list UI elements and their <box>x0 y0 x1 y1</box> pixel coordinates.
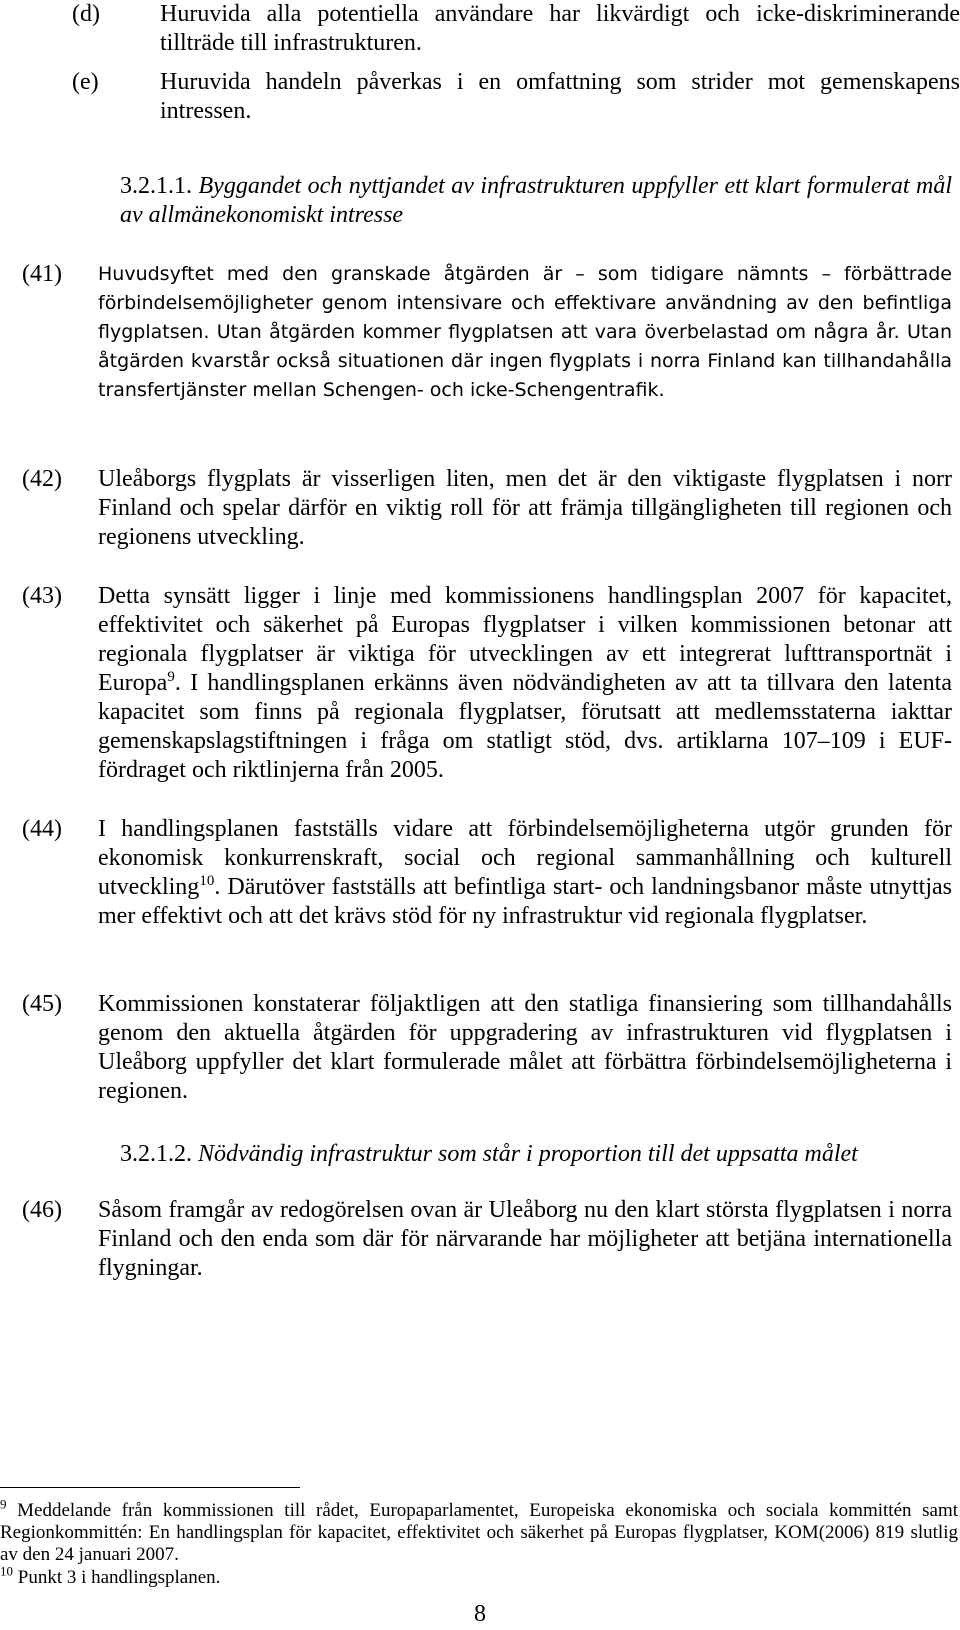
paragraph-41 <box>22 260 952 405</box>
section-title: Byggandet och nyttjandet av infrastrukturen uppfyller ett klart formulerat mål av allmänekonomiskt intresse <box>120 173 952 228</box>
list-item-text: Huruvida handeln påverkas i en omfattning som strider mot gemenskapens intressen. <box>160 69 960 124</box>
paragraph-text-part: . Därutöver fastställs att befintliga start- och landningsbanor måste utnyttjas mer effektivt och att det krävs stöd för ny infrastruktur vid regionala flygplatser. <box>98 874 952 929</box>
list-item-label: (d) <box>72 1 100 27</box>
paragraph-text <box>98 815 952 931</box>
list-item-e <box>72 68 960 126</box>
list-item-text: Huruvida alla potentiella användare har likvärdigt och icke-diskriminerande tillträde till infrastrukturen. <box>160 1 960 56</box>
list-item-d <box>72 0 960 58</box>
paragraph-text: Huvudsyftet med den granskade åtgärden är – som tidigare nämnts – förbättrade förbindelsemöjligheter genom intensivare och effektivare användning av den befintliga flygplatsen. Utan åtgärden kommer flygplatsen att vara överbelastad om några år. Utan åtgärden kvarstår också situationen där ingen flygplats i norra Finland kan tillhandahålla transfertjänster mellan Schengen- och icke-Schengentrafik. <box>98 263 952 401</box>
footnote-9 <box>0 1496 959 1566</box>
paragraph-42 <box>22 465 952 552</box>
paragraph-text-part: Detta synsätt ligger i linje med kommissionens handlingsplan 2007 för kapacitet, effektivitet och säkerhet på Europas flygplatser i vilken kommissionen betonar att regionala flygplatser är viktiga för utvecklingen av ett integrerat lufttransportnät i Europa <box>98 583 952 696</box>
footnote-reference[interactable]: 10 <box>199 873 215 889</box>
footnote-reference[interactable]: 9 <box>167 669 175 685</box>
paragraph-number: (44) <box>22 816 62 842</box>
paragraph-text: Kommissionen konstaterar följaktligen att den statliga finansiering som tillhandahålls genom den aktuella åtgärden för uppgradering av infrastrukturen vid flygplatsen i Uleåborg uppfyller det klart formulerade målet att förbättra förbindelsemöjligheterna i regionen. <box>98 991 952 1104</box>
section-title: Nödvändig infrastruktur som står i proportion till det uppsatta målet <box>198 1141 858 1167</box>
paragraph-45 <box>22 990 952 1106</box>
section-number: 3.2.1.2. <box>120 1141 192 1167</box>
footnote-text: Meddelande från kommissionen till rådet, Europaparlamentet, Europeiska ekonomiska och sociala kommittén samt Regionkommittén: En handlingsplan för kapacitet, effektivitet och säkerhet på Europas flygplatser, KOM(2006) 819 slutlig av den 24 januari 2007. <box>0 1500 959 1565</box>
footnote-separator <box>0 1487 300 1488</box>
paragraph-text-part: . I handlingsplanen erkänns även nödvändigheten av att ta tillvara den latenta kapacitet som finns på regionala flygplatser, förutsatt att medlemsstaterna iakttar gemenskapslagstiftningen i fråga om statligt stöd, dvs. artiklarna 107–109 i EUF-fördraget och riktlinjerna från 2005. <box>98 670 952 783</box>
paragraph-44 <box>22 815 952 931</box>
footnote-text: Punkt 3 i handlingsplanen. <box>17 1567 221 1588</box>
paragraph-text: Såsom framgår av redogörelsen ovan är Uleåborg nu den klart största flygplatsen i norra Finland och den enda som där för närvarande har möjligheter att betjäna internationella flygningar. <box>98 1197 952 1281</box>
paragraph-text: Uleåborgs flygplats är visserligen liten, men det är den viktigaste flygplatsen i norr Finland och spelar därför en viktig roll för att främja tillgängligheten till regionen och regionens utveckling. <box>98 466 952 550</box>
list-item-label: (e) <box>72 69 99 95</box>
footnote-10 <box>0 1563 958 1589</box>
paragraph-text <box>98 582 952 785</box>
section-heading-3-2-1-1 <box>120 172 952 230</box>
paragraph-number: (45) <box>22 991 62 1017</box>
paragraph-number: (42) <box>22 466 62 492</box>
paragraph-number: (46) <box>22 1197 62 1223</box>
page-number: 8 <box>474 1601 486 1627</box>
paragraph-text-part: I handlingsplanen fastställs vidare att förbindelsemöjligheterna utgör grunden för ekonomisk konkurrenskraft, social och regional sammanhållning och kulturell utveckling <box>98 816 952 900</box>
paragraph-number: (43) <box>22 583 62 609</box>
section-heading-3-2-1-2 <box>120 1140 952 1169</box>
section-number: 3.2.1.1. <box>120 173 192 199</box>
footnote-mark: 9 <box>0 1496 7 1512</box>
paragraph-number: (41) <box>22 261 62 287</box>
footnote-mark: 10 <box>0 1563 13 1579</box>
paragraph-46 <box>22 1196 952 1283</box>
paragraph-43 <box>22 582 952 785</box>
